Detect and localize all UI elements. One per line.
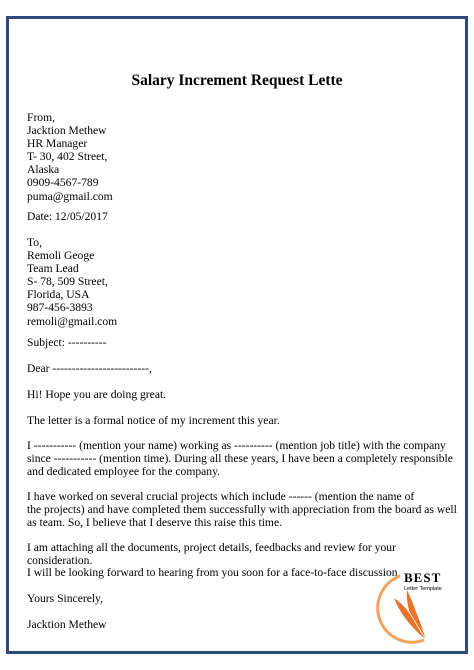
subject-line: Subject: ---------- (27, 336, 107, 349)
paragraph-2-line1: I ----------- (mention your name) working as ---------- (mention job title) with the company (27, 439, 446, 452)
signature-name: Jacktion Methew (27, 618, 107, 631)
sender-name: Jacktion Methew (27, 124, 107, 138)
recipient-address-line2: Florida, USA (27, 288, 90, 302)
paragraph-3 (27, 490, 457, 530)
letter-date: Date: 12/05/2017 (27, 210, 108, 223)
paragraph-3-line1: I have worked on several crucial projects which include ------ (mention the name of (27, 490, 415, 503)
paragraph-3-line2: the projects) and have completed them successfully with appreciation from the board as well (27, 503, 457, 517)
recipient-block (27, 236, 447, 328)
logo-word: BEST (404, 570, 442, 585)
recipient-position: Team Lead (27, 262, 79, 276)
recipient-address-line1: S- 78, 509 Street, (27, 275, 108, 289)
paragraph-4: I am attaching all the documents, project details, feedbacks and review for your consideration. (27, 541, 396, 568)
sender-position: HR Manager (27, 137, 88, 151)
greeting: Hi! Hope you are doing great. (27, 388, 167, 401)
paragraph-2-line2: since ----------- (mention time). During all these years, I have been a completely responsible (27, 452, 453, 466)
best-letter-template-logo (366, 570, 466, 650)
letter-title: Salary Increment Request Lette (131, 72, 343, 89)
paragraph-2 (27, 439, 453, 479)
recipient-label: To, (27, 236, 42, 249)
recipient-phone: 987-456-3893 (27, 301, 93, 315)
sender-email: puma@gmail.com (27, 189, 113, 203)
sender-label: From, (27, 111, 56, 124)
paragraph-5: I will be looking forward to hearing from you soon for a face-to-face discussion. (27, 566, 401, 579)
paragraph-1: The letter is a formal notice of my increment this year. (27, 414, 280, 427)
recipient-name: Remoli Geoge (27, 249, 95, 263)
logo-tagline: Letter Template (404, 586, 442, 592)
closing: Yours Sincerely, (27, 592, 104, 605)
sender-block (27, 111, 447, 203)
sender-address-line2: Alaska (27, 163, 60, 177)
sender-address-line1: T- 30, 402 Street, (27, 150, 108, 164)
salutation: Dear -------------------------, (27, 362, 152, 375)
paragraph-2-line3: and dedicated employee for the company. (27, 465, 221, 479)
paragraph-3-line3: as team. So, I believe that I deserve this raise this time. (27, 516, 282, 530)
recipient-email: remoli@gmail.com (27, 314, 118, 328)
sender-phone: 0909-4567-789 (27, 176, 99, 190)
